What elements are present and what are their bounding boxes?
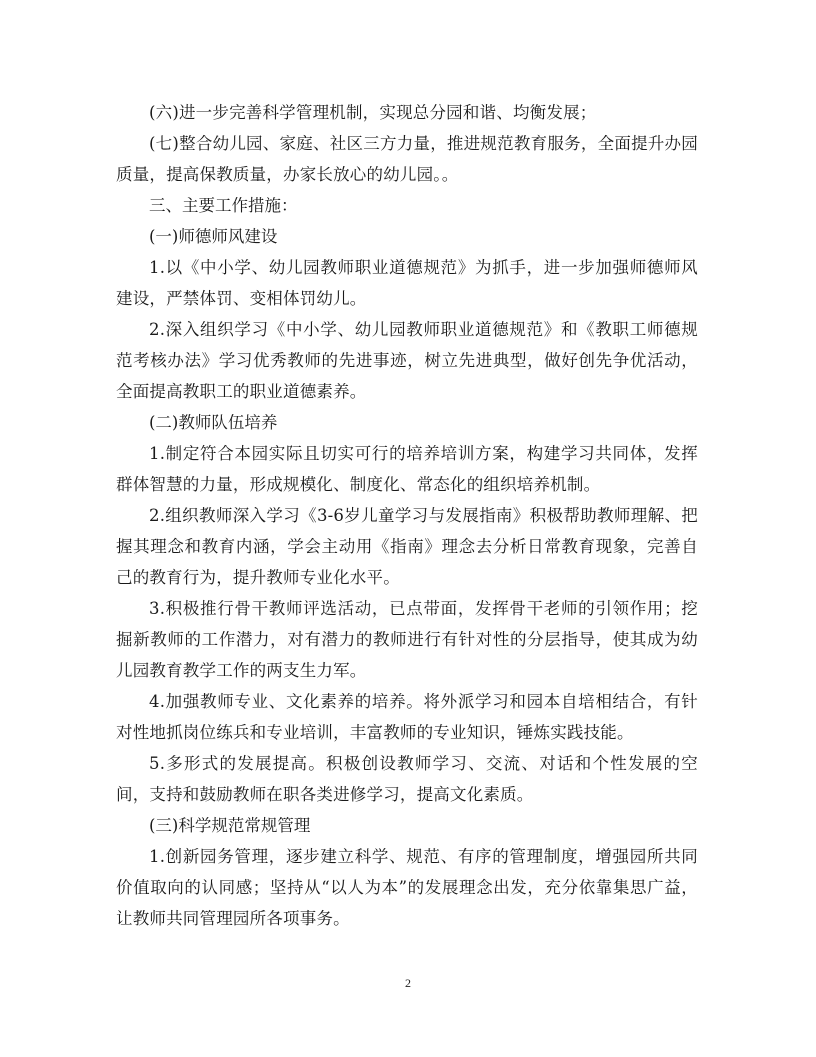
section-heading-main-measures: 三、主要工作措施： <box>149 196 298 215</box>
document-body <box>116 97 698 934</box>
paragraph-item-6: (六)进一步完善科学管理机制，实现总分园和谐、均衡发展； <box>149 103 597 122</box>
paragraph-training-1: 1.制定符合本园实际且切实可行的培养培训方案，构建学习共同体，发挥群体智慧的力量，形成规模化、制度化、常态化的组织培养机制。 <box>116 444 698 494</box>
paragraph-ethics-1: 1.以《中小学、幼儿园教师职业道德规范》为抓手，进一步加强师德师风建设，严禁体罚、变相体罚幼儿。 <box>116 258 698 308</box>
subheading-teacher-ethics: (一)师德师风建设 <box>149 227 278 246</box>
page-number: 2 <box>405 976 411 990</box>
paragraph-training-2: 2.组织教师深入学习《3-6岁儿童学习与发展指南》积极帮助教师理解、把握其理念和教育内涵，学会主动用《指南》理念去分析日常教育现象，完善自己的教育行为，提升教师专业化水平。 <box>116 506 698 587</box>
paragraph-training-3: 3.积极推行骨干教师评选活动，已点带面，发挥骨干老师的引领作用；挖掘新教师的工作潜力，对有潜力的教师进行有针对性的分层指导，使其成为幼儿园教育教学工作的两支生力军。 <box>116 599 698 680</box>
paragraph-management-1: 1.创新园务管理，逐步建立科学、规范、有序的管理制度，增强园所共同价值取向的认同感；坚持从“以人为本”的发展理念出发，充分依靠集思广益，让教师共同管理园所各项事务。 <box>116 847 698 928</box>
paragraph-training-4: 4.加强教师专业、文化素养的培养。将外派学习和园本自培相结合，有针对性地抓岗位练兵和专业培训，丰富教师的专业知识，锤炼实践技能。 <box>116 692 698 742</box>
subheading-teacher-training: (二)教师队伍培养 <box>149 413 278 432</box>
paragraph-ethics-2: 2.深入组织学习《中小学、幼儿园教师职业道德规范》和《教职工师德规范考核办法》学习优秀教师的先进事迹，树立先进典型，做好创先争优活动，全面提高教职工的职业道德素养。 <box>116 320 698 401</box>
paragraph-training-5: 5.多形式的发展提高。积极创设教师学习、交流、对话和个性发展的空间，支持和鼓励教师在职各类进修学习，提高文化素质。 <box>116 754 698 804</box>
paragraph-item-7: (七)整合幼儿园、家庭、社区三方力量，推进规范教育服务，全面提升办园质量，提高保教质量，办家长放心的幼儿园。。 <box>116 134 698 184</box>
subheading-management: (三)科学规范常规管理 <box>149 816 311 835</box>
